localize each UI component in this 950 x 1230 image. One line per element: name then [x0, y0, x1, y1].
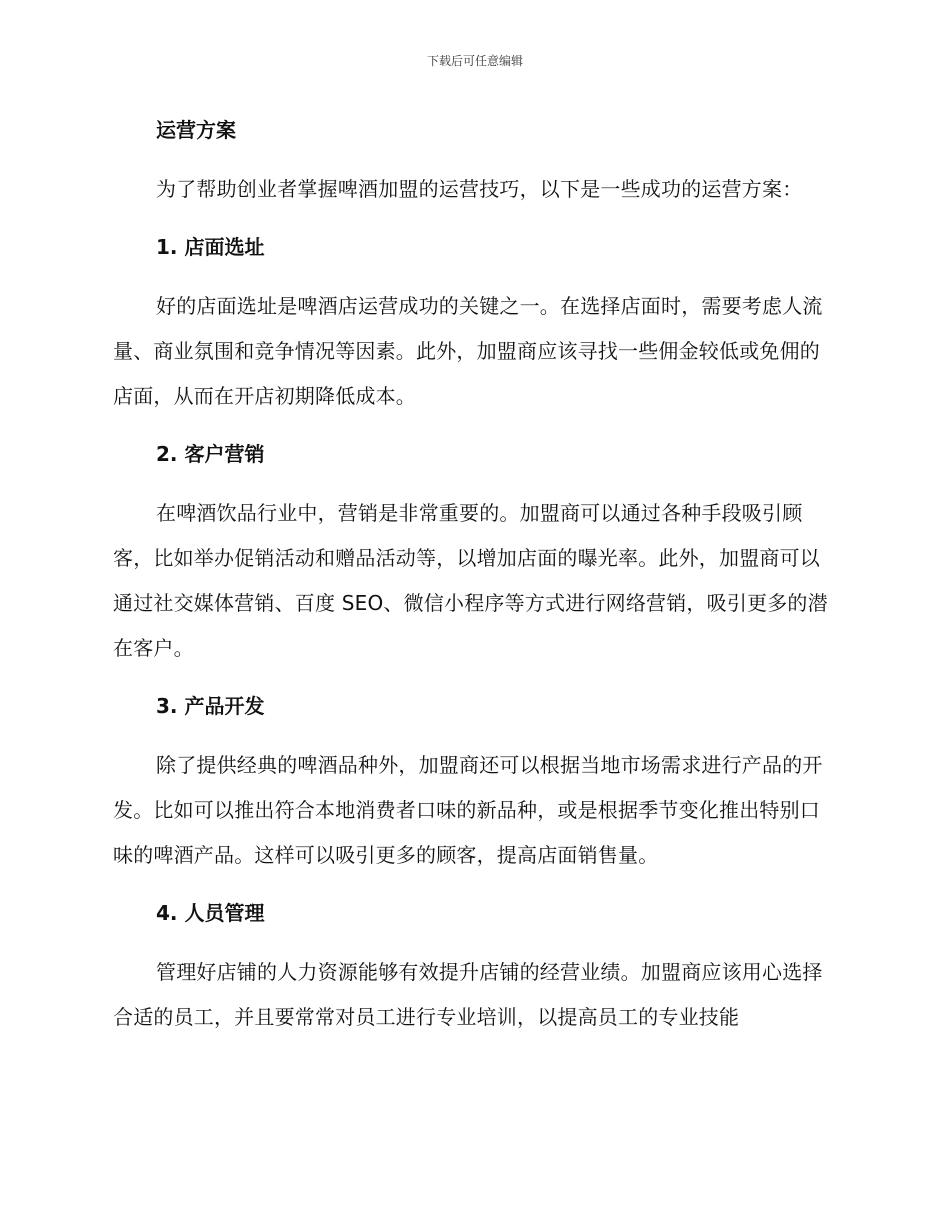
section-body-4: 管理好店铺的人力资源能够有效提升店铺的经营业绩。加盟商应该用心选择合适的员工，并且要常常对员工进行专业培训，以提高员工的专业技能 — [113, 960, 823, 1029]
document-content — [113, 112, 833, 1040]
header-note: 下载后可任意编辑 — [426, 54, 523, 68]
section-heading-2: 2. 客户营销 — [156, 442, 265, 466]
section-heading-3: 3. 产品开发 — [156, 694, 265, 718]
section-heading-4: 4. 人员管理 — [156, 901, 265, 925]
document-title: 运营方案 — [156, 118, 236, 142]
section-body-1: 好的店面选址是啤酒店运营成功的关键之一。在选择店面时，需要考虑人流量、商业氛围和竞争情况等因素。此外，加盟商应该寻找一些佣金较低或免佣的店面，从而在开店初期降低成本。 — [113, 294, 823, 408]
section-heading-1: 1. 店面选址 — [156, 235, 265, 259]
intro-paragraph: 为了帮助创业者掌握啤酒加盟的运营技巧，以下是一些成功的运营方案： — [156, 177, 803, 201]
section-body-2: 在啤酒饮品行业中，营销是非常重要的。加盟商可以通过各种手段吸引顾客，比如举办促销活动和赠品活动等，以增加店面的曝光率。此外，加盟商可以通过社交媒体营销、百度 SEO、微信小程序等方式进行网络营销，吸引更多的潜在客户。 — [113, 501, 828, 660]
section-body-3: 除了提供经典的啤酒品种外，加盟商还可以根据当地市场需求进行产品的开发。比如可以推出符合本地消费者口味的新品种，或是根据季节变化推出特别口味的啤酒产品。这样可以吸引更多的顾客，提高店面销售量。 — [113, 753, 823, 867]
